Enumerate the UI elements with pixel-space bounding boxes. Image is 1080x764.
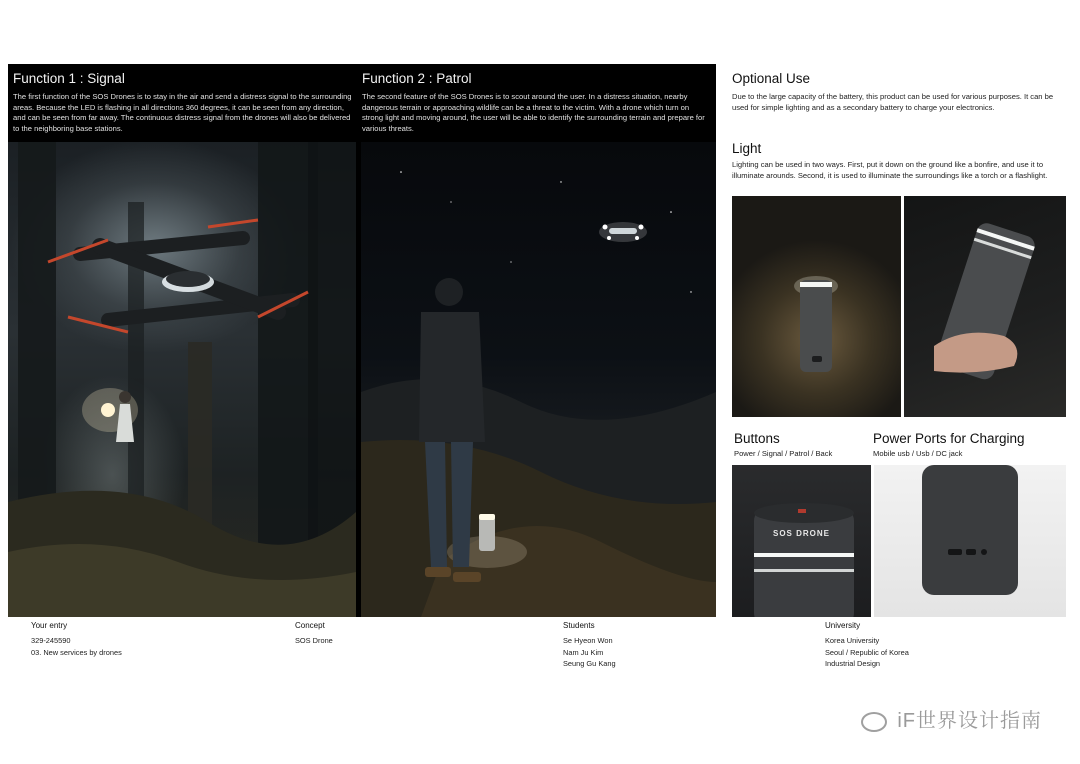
entry-line: 329-245590 xyxy=(31,636,71,645)
light-section xyxy=(732,141,1062,181)
hand-lamp-illustration xyxy=(904,196,1066,417)
entry-line: 03. New services by drones xyxy=(31,647,122,657)
ground-lamp-illustration xyxy=(732,196,901,417)
student-name: Se Hyeon Won xyxy=(563,636,613,645)
buttons-photo xyxy=(732,465,871,617)
student-name: Seung Gu Kang xyxy=(563,659,616,668)
concept-line: SOS Drone xyxy=(295,636,333,645)
function-2-text: The second feature of the SOS Drones is to scout around the user. In a distress situation, nearby dangerous terrain or approaching wildlife can be a threat to the victim. With a drone which turn on strong light and moving around, the user will be able to identify the surrounding terrain and prepare for various threats. xyxy=(362,92,705,133)
function-1-text: The first function of the SOS Drones is to stay in the air and send a distress signal to the surrounding areas. Because the LED is flashing in all directions 360 degrees, it can be seen from any direction, and can be seen from far away. The continuous distress signal from the drones will also be delivered to the neighboring base stations. xyxy=(13,92,352,133)
light-ground-photo xyxy=(732,196,901,417)
buttons-section xyxy=(734,431,874,460)
university-line: Industrial Design xyxy=(825,659,881,668)
entry-heading: Your entry xyxy=(31,621,68,630)
function-2-title: Function 2 : Patrol xyxy=(362,71,472,86)
signal-forest-illustration xyxy=(8,142,356,617)
buttons-title: Buttons xyxy=(734,431,780,446)
ports-photo xyxy=(874,465,1066,617)
light-hand-photo xyxy=(904,196,1066,417)
concept-info xyxy=(295,621,495,647)
university-info xyxy=(825,621,1045,670)
optional-use-section xyxy=(732,71,1062,113)
product-label: SOS DRONE xyxy=(772,529,830,538)
ports-title: Power Ports for Charging xyxy=(873,431,1025,446)
function-2-header xyxy=(362,71,712,134)
light-title: Light xyxy=(732,141,762,156)
ports-text: Mobile usb / Usb / DC jack xyxy=(873,449,963,458)
university-heading: University xyxy=(825,621,861,630)
university-line: Korea University xyxy=(825,636,880,645)
optional-use-text: Due to the large capacity of the battery, this product can be used for various purposes. It can be used for simple lighting and as a secondary battery to charge your electronics. xyxy=(732,92,1054,112)
concept-heading: Concept xyxy=(295,621,325,630)
optional-use-title: Optional Use xyxy=(732,71,811,86)
function-1-header xyxy=(13,71,358,134)
patrol-night-image xyxy=(361,142,716,617)
students-info xyxy=(563,621,763,670)
university-line: Seoul / Republic of Korea xyxy=(825,647,909,657)
students-heading: Students xyxy=(563,621,595,630)
watermark xyxy=(861,704,1042,733)
ports-section xyxy=(873,431,1073,460)
patrol-night-illustration xyxy=(361,142,716,617)
function-1-title: Function 1 : Signal xyxy=(13,71,125,86)
buttons-text: Power / Signal / Patrol / Back xyxy=(734,449,833,458)
entry-info xyxy=(31,621,231,658)
student-name: Nam Ju Kim xyxy=(563,647,604,657)
signal-forest-image xyxy=(8,142,356,617)
buttons-top-illustration xyxy=(732,465,871,617)
ports-illustration xyxy=(874,465,1066,617)
light-text: Lighting can be used in two ways. First, put it down on the ground like a bonfire, and use it to illuminate arounds. Second, it is used to illuminate the surroundings like a torch or a flashlight. xyxy=(732,160,1048,180)
wechat-icon xyxy=(861,712,887,732)
watermark-text: iF世界设计指南 xyxy=(897,710,1042,732)
